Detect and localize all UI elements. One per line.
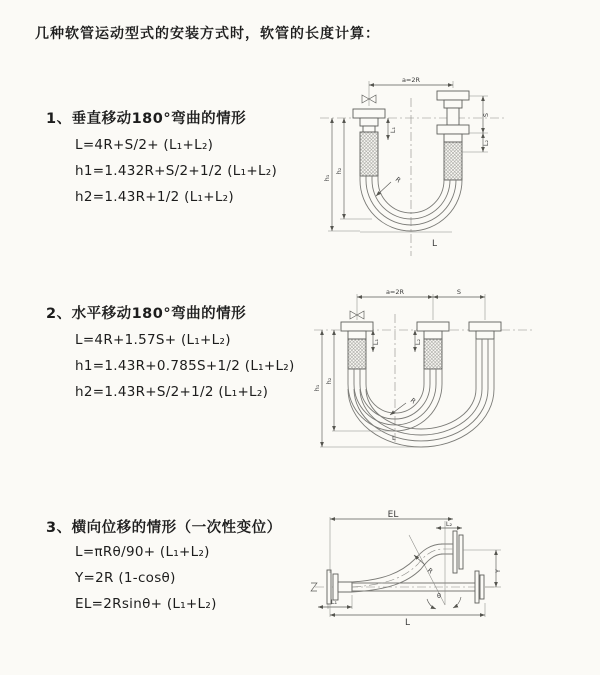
dimension-labels bbox=[331, 510, 502, 628]
length-label-l: L bbox=[405, 618, 411, 628]
s-curve-hose bbox=[352, 544, 453, 592]
dim-label-l1: L₁ bbox=[389, 126, 397, 134]
centerlines bbox=[320, 98, 505, 256]
dim-label-l1: L₁ bbox=[372, 338, 380, 346]
section-2-formula-h1: h1=1.43R+0.785S+1/2 (L₁+L₂) bbox=[75, 358, 295, 374]
dim-label-l2: L₂ bbox=[414, 338, 422, 346]
section-1-formula-L: L=4R+S/2+ (L₁+L₂) bbox=[75, 137, 214, 153]
diagram-lateral-displacement bbox=[303, 509, 578, 649]
dim-label-h1: h₁ bbox=[323, 174, 331, 182]
length-label-l: L bbox=[432, 239, 438, 249]
dim-label-s: S bbox=[456, 288, 462, 296]
dim-label-l2: L₂ bbox=[482, 139, 490, 147]
dimension-lines bbox=[328, 81, 488, 232]
dim-label-a2r: a=2R bbox=[401, 76, 421, 84]
dim-label-l2: L₂ bbox=[445, 520, 453, 528]
section-3-formula-L: L=πRθ/90+ (L₁+L₂) bbox=[75, 544, 210, 560]
dim-label-h2: h₂ bbox=[335, 167, 343, 175]
dim-label-s: S bbox=[482, 112, 490, 118]
right-fitting-moved-position bbox=[469, 322, 501, 339]
section-2-formula-L: L=4R+1.57S+ (L₁+L₂) bbox=[75, 332, 231, 348]
radius-label-r: R bbox=[393, 175, 403, 185]
radius-label-r: R bbox=[408, 396, 418, 406]
section-1-formula-h1: h1=1.432R+S/2+1/2 (L₁+L₂) bbox=[75, 163, 278, 179]
dim-label-y: Y bbox=[494, 569, 502, 573]
section-3-formula-Y: Y=2R (1-cosθ) bbox=[75, 570, 176, 586]
section-3-heading: 3、横向位移的情形（一次性变位） bbox=[46, 520, 282, 536]
dimension-lines bbox=[318, 517, 501, 617]
section-3-formula-EL: EL=2Rsinθ+ (L₁+L₂) bbox=[75, 596, 217, 612]
section-2-formula-h2: h2=1.43R+S/2+1/2 (L₁+L₂) bbox=[75, 384, 269, 400]
dim-label-l1: L₁ bbox=[330, 598, 338, 606]
dim-label-h2: h₂ bbox=[325, 377, 333, 385]
section-1-heading: 1、垂直移动180°弯曲的情形 bbox=[46, 111, 247, 127]
dimension-labels bbox=[323, 76, 490, 249]
right-fitting-two-positions bbox=[437, 91, 469, 180]
diagram-horizontal-180-bend bbox=[306, 284, 541, 456]
section-1-formula-h2: h2=1.43R+1/2 (L₁+L₂) bbox=[75, 189, 234, 205]
length-label-l: L bbox=[392, 434, 396, 442]
radius-label-r: R bbox=[425, 566, 435, 576]
left-fitting bbox=[341, 322, 373, 369]
dim-label-a2r: a=2R bbox=[385, 288, 405, 296]
dim-label-h1: h₁ bbox=[313, 384, 321, 392]
left-fitting bbox=[353, 109, 385, 176]
page-title: 几种软管运动型式的安装方式时，软管的长度计算： bbox=[35, 26, 380, 42]
upper-flange-moved-position bbox=[441, 531, 463, 573]
diagram-vertical-180-bend bbox=[300, 68, 512, 260]
section-2-heading: 2、水平移动180°弯曲的情形 bbox=[46, 306, 247, 322]
dim-label-el: EL bbox=[387, 510, 399, 520]
angle-label-theta: θ bbox=[437, 592, 441, 600]
